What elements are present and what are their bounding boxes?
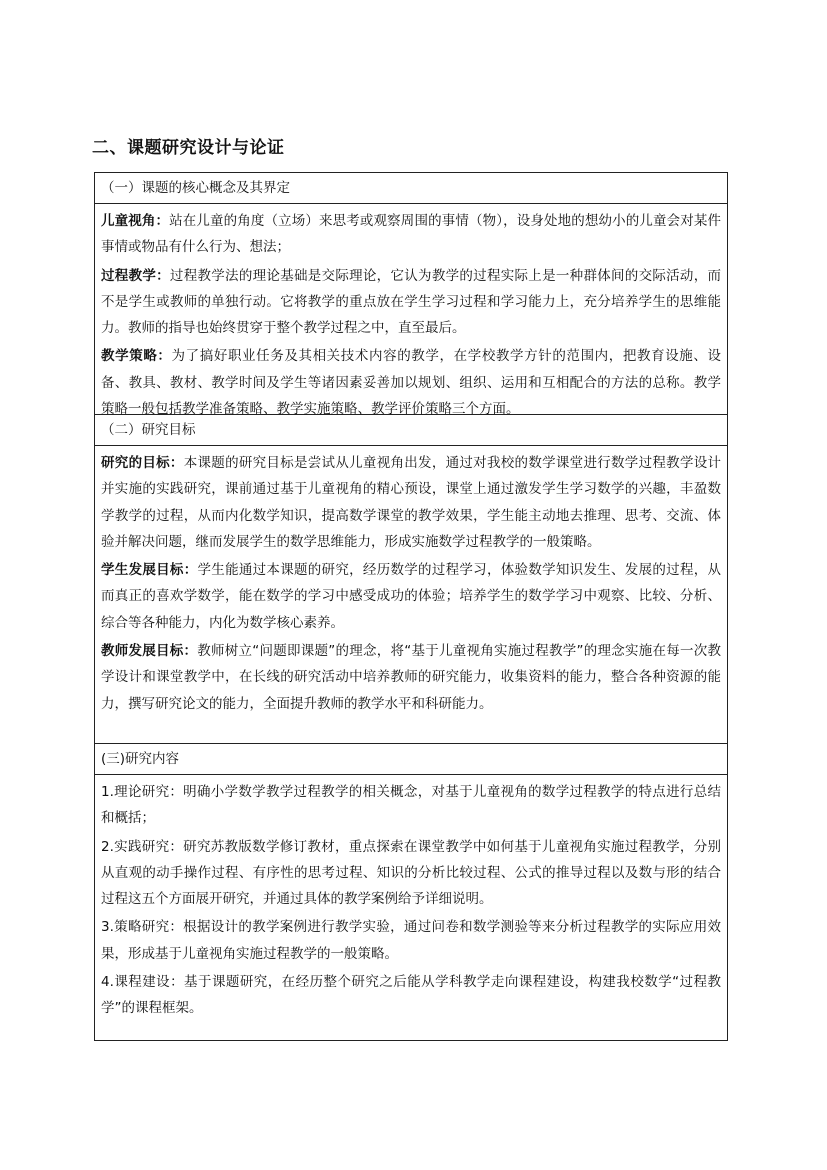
definition-text: 过程教学法的理论基础是交际理论，它认为教学的过程实际上是一种群体间的交际活动，而不是学生或教师的单独行动。它将教学的重点放在学生学习过程和学习能力上，充分培养学生的思维能力。教师的指导也始终贯穿于整个教学过程之中，直至最后。 — [101, 267, 722, 337]
goal-paragraph — [101, 638, 721, 717]
content-item: 2.实践研究：研究苏教版数学修订教材，重点探索在课堂教学中如何基于儿童视角实施过程教学，分别从直观的动手操作过程、有序性的思考过程、知识的分析比较过程、公式的推导过程以及数与形的结合过程这五个方面展开研究，并通过具体的教学案例给予详细说明。 — [101, 838, 721, 908]
section-body-core-concepts — [95, 204, 727, 418]
section-header-research-content: (三)研究内容 — [95, 744, 727, 775]
goal-paragraph — [101, 557, 721, 636]
definition-text: 为了搞好职业任务及其相关技术内容的教学，在学校教学方针的范围内，把教育设施、设备、教具、教材、教学时间及学生等诸因素妥善加以规划、组织、运用和互相配合的方法的总称。教学策略一般包括教学准备策略、教学实施策略、教学评价策略三个方面。 — [101, 348, 722, 418]
goal-text: 教师树立“问题即课题”的理念，将“基于儿童视角实施过程教学”的理念实施在每一次教学设计和课堂教学中，在长线的研究活动中培养教师的研究能力，收集资料的能力，整合各种资源的能力，撰写研究论文的能力，全面提升教师的教学水平和科研能力。 — [101, 643, 722, 712]
goal-text: 学生能通过本课题的研究，经历数学的过程学习，体验数学知识发生、发展的过程，从而真正的喜欢学数学，能在数学的学习中感受成功的体验；培养学生的数学学习中观察、比较、分析、综合等各种能力，内化为数学核心素养。 — [101, 562, 722, 631]
term-label: 研究的目标： — [101, 455, 184, 471]
section-header-core-concepts: （一）课题的核心概念及其界定 — [95, 173, 727, 204]
content-item: 3.策略研究：根据设计的教学案例进行教学实验，通过问卷和数学测验等来分析过程教学的实际应用效果，形成基于儿童视角实施过程教学的一般策略。 — [101, 919, 721, 962]
definition-paragraph — [101, 343, 721, 422]
term-label: 学生发展目标： — [101, 562, 198, 579]
goal-paragraph — [101, 450, 721, 555]
term-label: 过程教学： — [101, 267, 170, 284]
content-item: 1.理论研究：明确小学数学教学过程教学的相关概念，对基于儿童视角的数学过程教学的特点进行总结和概括； — [101, 784, 721, 827]
definition-text: 站在儿童的角度（立场）来思考或观察周围的事情（物），设身处地的想幼小的儿童会对某件事情或物品有什么行为、想法； — [101, 213, 722, 256]
term-label: 教师发展目标： — [101, 643, 198, 660]
section-body-research-content — [95, 775, 727, 1040]
term-label: 儿童视角： — [101, 213, 170, 229]
page-title: 二、课题研究设计与论证 — [92, 138, 285, 158]
design-table — [94, 172, 728, 1041]
goal-text: 本课题的研究目标是尝试从儿童视角出发，通过对我校的数学课堂进行数学过程教学设计并实施的实践研究，课前通过基于儿童视角的精心预设，课堂上通过激发学生学习数学的兴趣，丰盈数学教学的过程，从而内化数学知识，提高数学课堂的教学效果，学生能主动地去推理、思考、交流、体验并解决问题，继而发展学生的数学思维能力，形成实施数学过程教学的一般策略。 — [101, 455, 722, 550]
section-body-research-goals — [95, 446, 727, 744]
content-item: 4.课程建设：基于课题研究，在经历整个研究之后能从学科教学走向课程建设，构建我校数学“过程教学”的课程框架。 — [101, 974, 721, 1017]
definition-paragraph — [101, 208, 721, 261]
term-label: 教学策略： — [101, 348, 172, 365]
section-header-research-goals: （二）研究目标 — [95, 415, 727, 446]
definition-paragraph — [101, 263, 721, 342]
